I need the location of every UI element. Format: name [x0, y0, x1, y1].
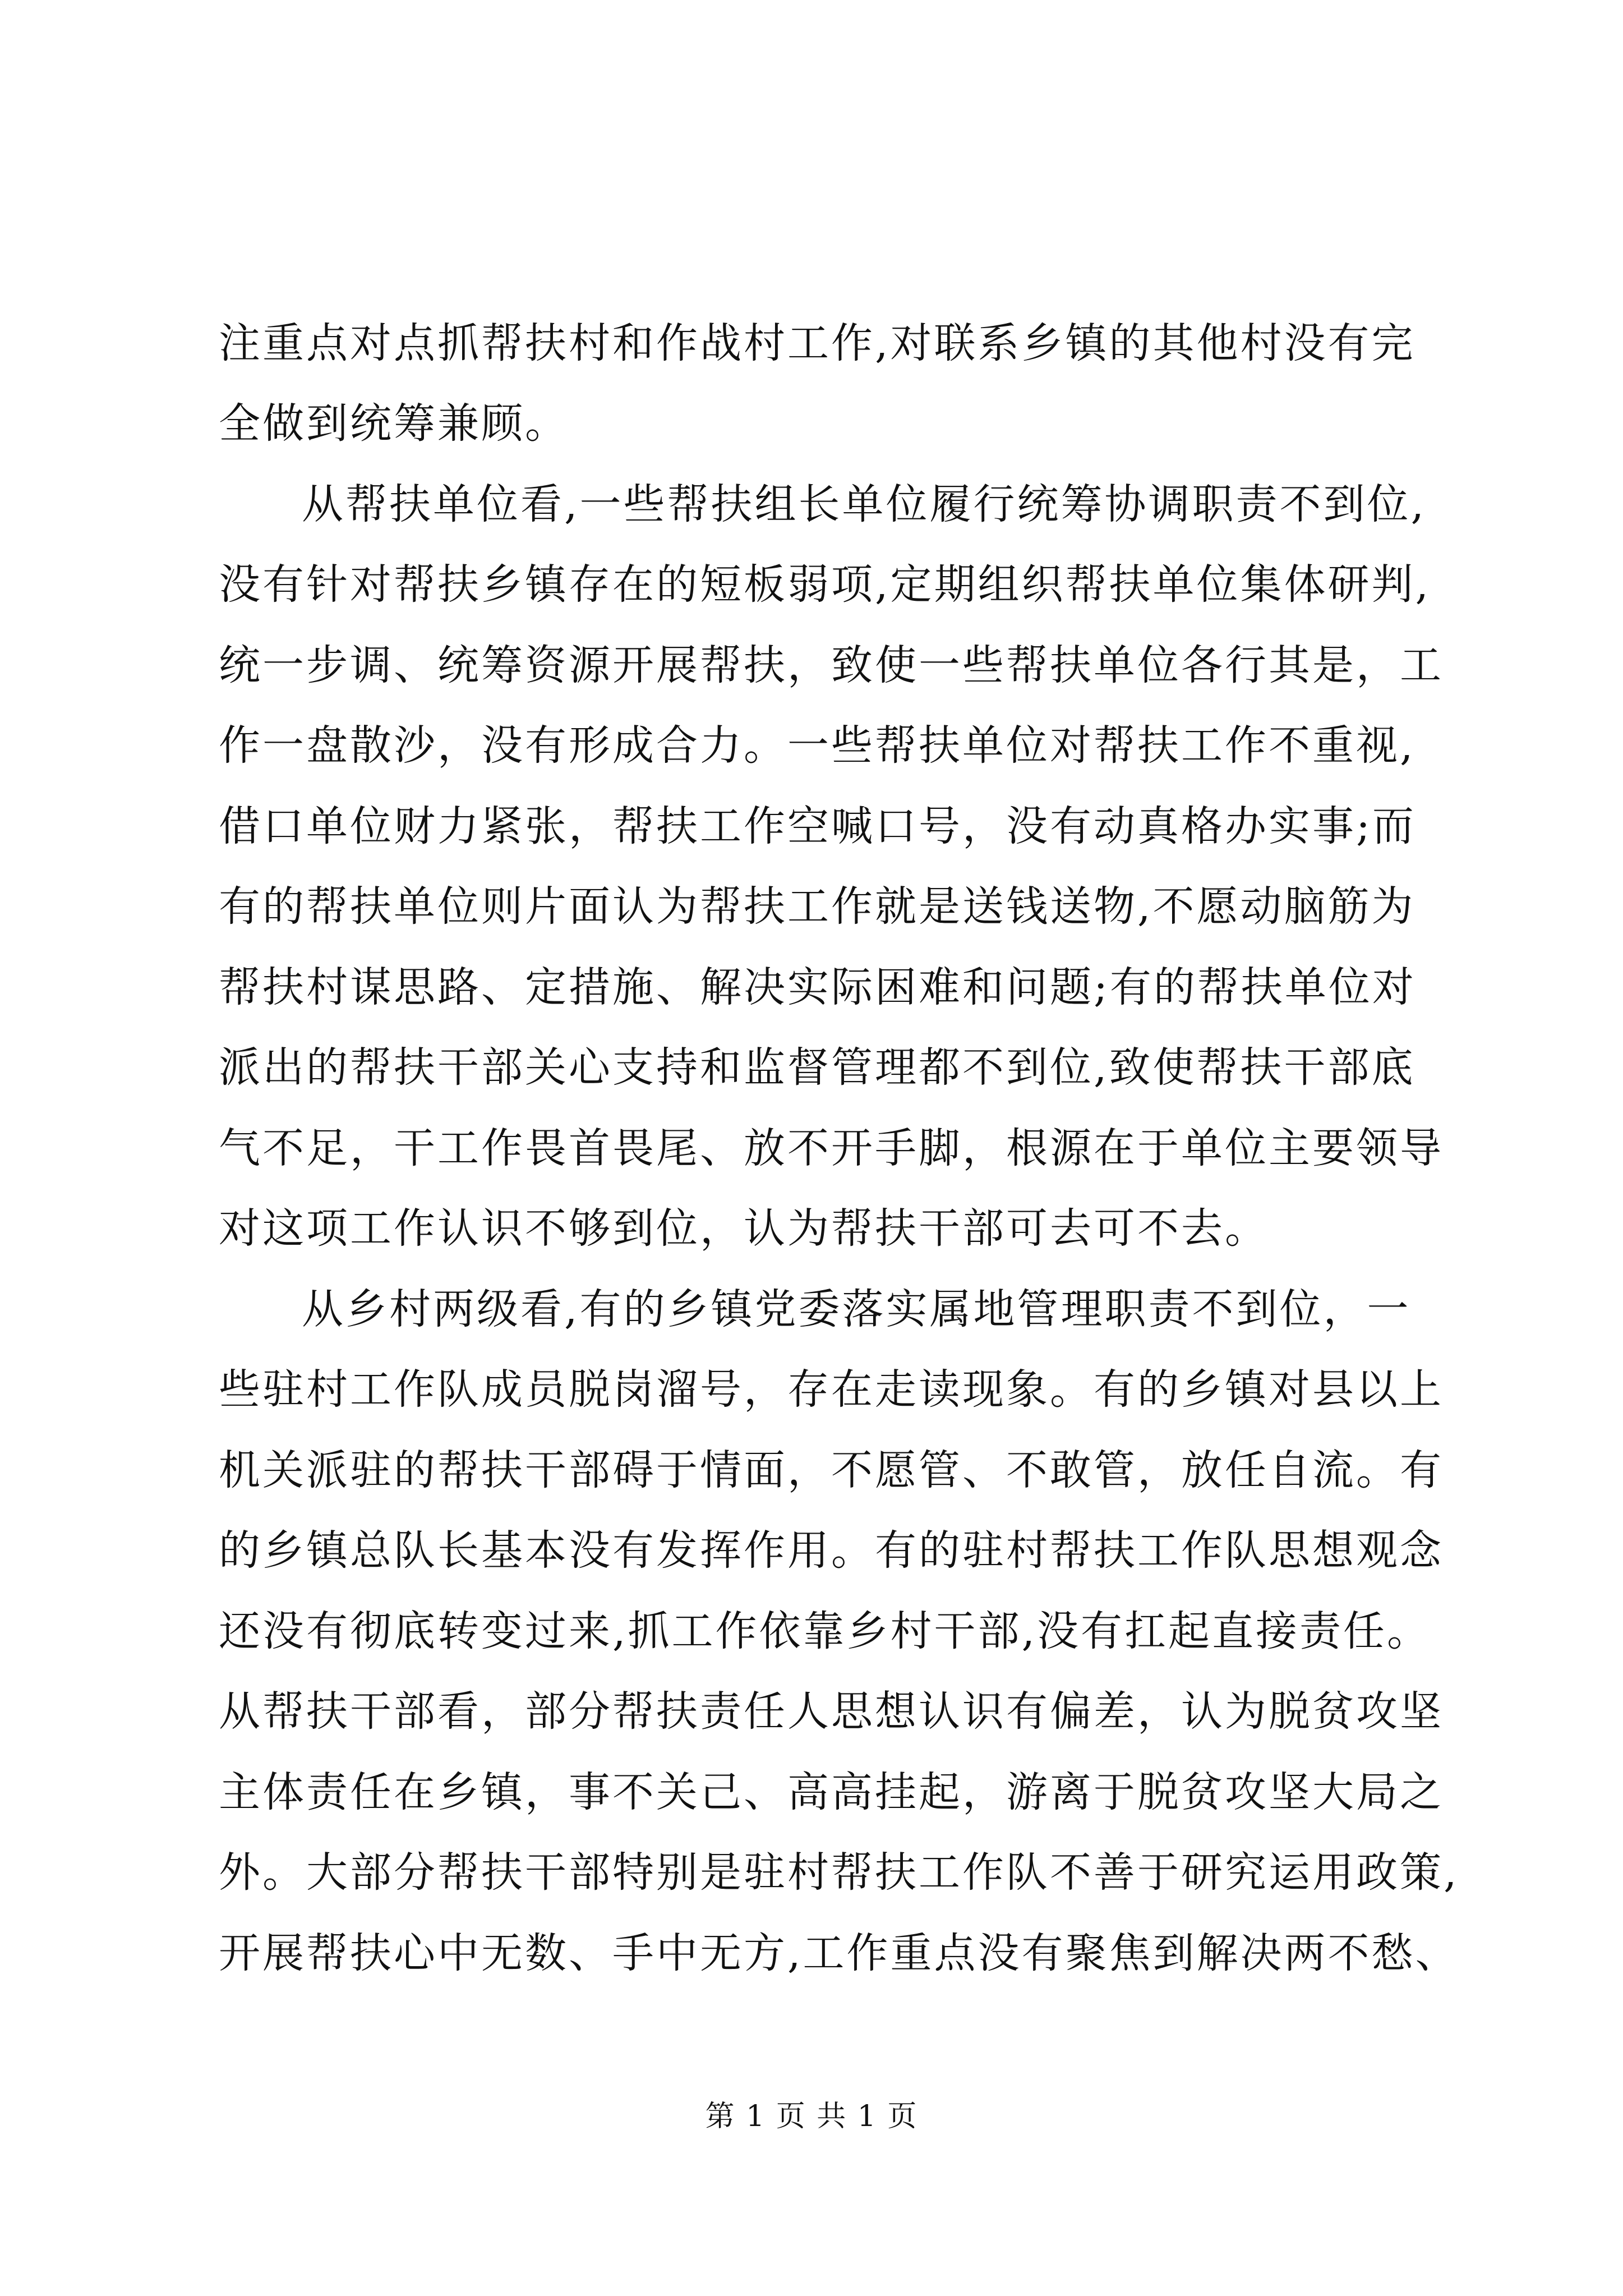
text-line: 机关派驻的帮扶干部碍于情面，不愿管、不敢管，放任自流。有 — [219, 1446, 1444, 1494]
text-line: 作一盘散沙，没有形成合力。一些帮扶单位对帮扶工作不重视, — [219, 721, 1415, 770]
text-line: 没有针对帮扶乡镇存在的短板弱项,定期组织帮扶单位集体研判, — [219, 560, 1431, 609]
text-line: 还没有彻底转变过来,抓工作依靠乡村干部,没有扛起直接责任。 — [219, 1607, 1431, 1655]
text-line: 借口单位财力紧张，帮扶工作空喊口号，没有动真格办实事;而 — [219, 802, 1416, 850]
text-line: 有的帮扶单位则片面认为帮扶工作就是送钱送物,不愿动脑筋为 — [219, 882, 1415, 931]
text-line: 些驻村工作队成员脱岗溜号，存在走读现象。有的乡镇对县以上 — [219, 1365, 1444, 1414]
text-line: 全做到统筹兼顾。 — [219, 399, 569, 448]
text-line: 帮扶村谋思路、定措施、解决实际困难和问题;有的帮扶单位对 — [219, 963, 1416, 1011]
paragraph-start-line: 从乡村两级看,有的乡镇党委落实属地管理职责不到位，一 — [302, 1285, 1411, 1333]
paragraph-start-line: 从帮扶单位看,一些帮扶组长单位履行统筹协调职责不到位, — [302, 480, 1427, 528]
text-line: 开展帮扶心中无数、手中无方,工作重点没有聚焦到解决两不愁、 — [219, 1929, 1459, 1977]
text-line: 注重点对点抓帮扶村和作战村工作,对联系乡镇的其他村没有完 — [219, 319, 1415, 367]
page-number-footer: 第 1 页 共 1 页 — [705, 2100, 918, 2133]
text-line: 气不足，干工作畏首畏尾、放不开手脚，根源在于单位主要领导 — [219, 1124, 1444, 1172]
text-line: 对这项工作认识不够到位，认为帮扶干部可去可不去。 — [219, 1204, 1269, 1253]
text-line: 主体责任在乡镇，事不关己、高高挂起，游离于脱贫攻坚大局之 — [219, 1768, 1444, 1816]
text-line: 统一步调、统筹资源开展帮扶，致使一些帮扶单位各行其是，工 — [219, 641, 1444, 689]
text-line: 外。大部分帮扶干部特别是驻村帮扶工作队不善于研究运用政策, — [219, 1848, 1459, 1897]
text-line: 的乡镇总队长基本没有发挥作用。有的驻村帮扶工作队思想观念 — [219, 1526, 1444, 1575]
text-line: 从帮扶干部看，部分帮扶责任人思想认识有偏差，认为脱贫攻坚 — [219, 1687, 1444, 1736]
text-line: 派出的帮扶干部关心支持和监督管理都不到位,致使帮扶干部底 — [219, 1043, 1415, 1092]
